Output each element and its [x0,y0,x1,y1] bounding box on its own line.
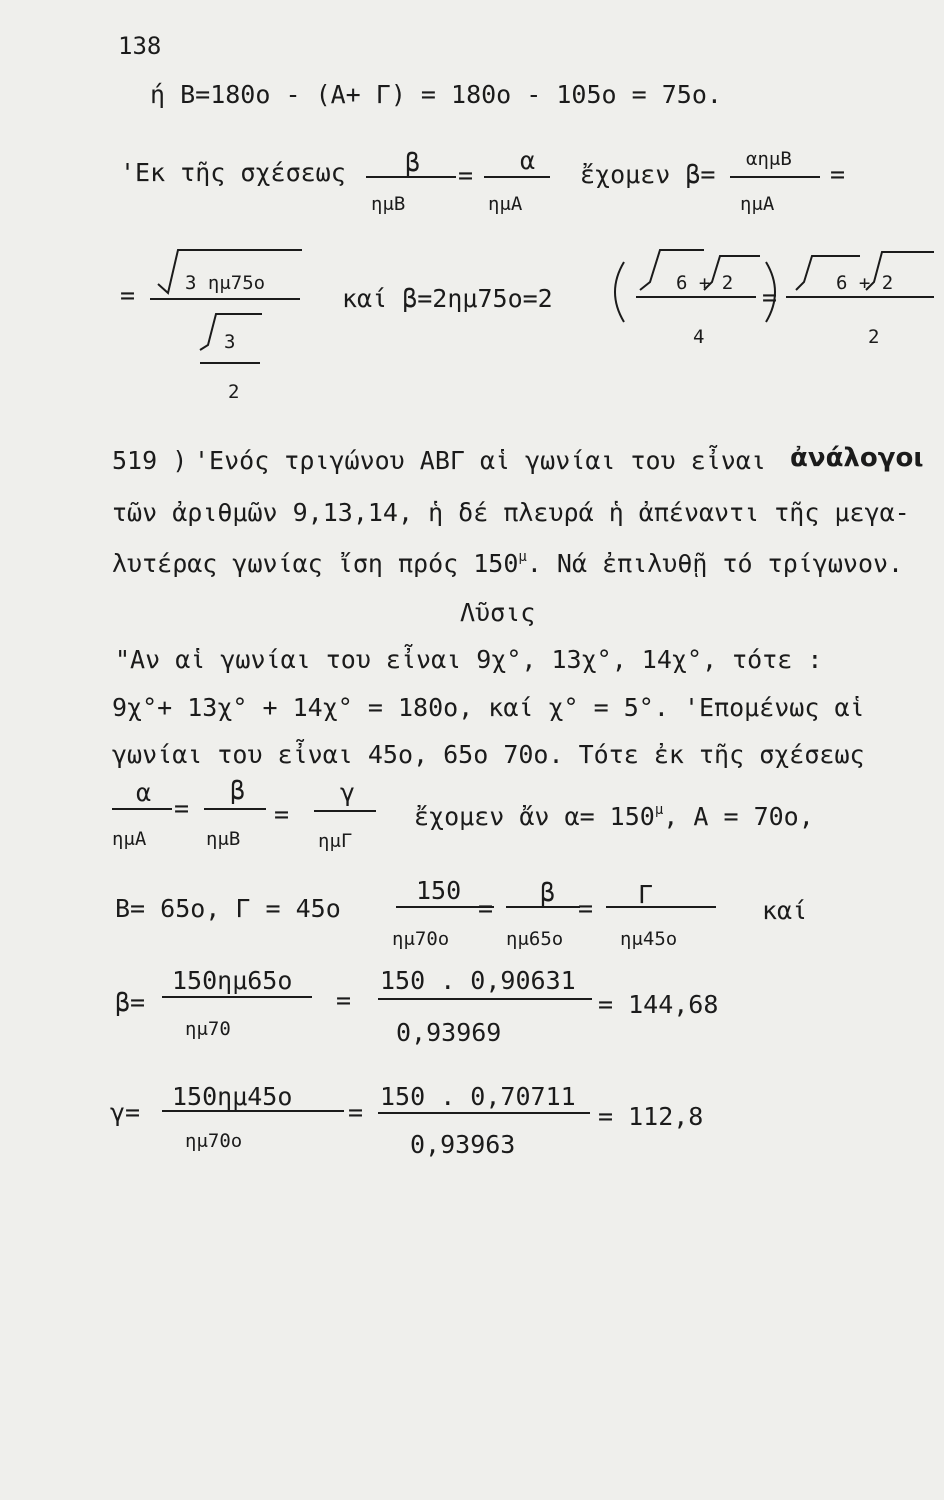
equals-sign: = [478,894,494,923]
fraction-numerator: 150 . 0,90631 [380,966,576,995]
problem-text-line: 'Ενός τριγώνου ΑΒΓ αἱ γωνίαι του εἶναι [194,446,766,475]
equation-trail-text: καί [762,896,808,925]
fraction-bar [162,996,312,998]
fraction-denominator: 2 [868,326,880,348]
fraction-denominator: ημΓ [318,830,353,852]
equation-result: = 144,68 [598,990,719,1019]
fraction-denominator: ημΒ [371,193,406,215]
fraction-bar [378,1112,590,1114]
equation-text-segment: , Α = 70ο, [663,802,814,831]
superscript-mu: μ [654,802,664,818]
equals-sign: = [174,794,190,823]
fraction-numerator: β [405,148,421,177]
fraction-denominator: ημ65ο [506,928,564,950]
equation-result: = 112,8 [598,1102,704,1131]
equals-sign: = [830,160,846,189]
solution-line: γωνίαι του εἶναι 45ο, 65ο 70ο. Τότε ἐκ τῆς σχέσεως [112,740,865,769]
fraction-denominator: ημΑ [112,828,147,850]
superscript-mu: μ [518,549,527,565]
fraction-numerator: 150 [416,876,462,905]
fraction-numerator: 150ημ45ο [172,1082,293,1111]
equation-line-angle-b: ή Β=180ο - (Α+ Γ) = 180ο - 105ο = 75ο. [150,80,722,109]
equals-sign: = [458,161,474,190]
fraction-numerator: 150ημ65ο [172,966,293,995]
equation-lead-text: Β= 65ο, Γ = 45ο [115,894,341,923]
problem-text-line: τῶν ἀριθμῶν 9,13,14, ἡ δέ πλευρά ἡ ἀπέναντι τῆς μεγα- [112,498,910,527]
equals-sign: = [336,986,352,1015]
fraction-denominator: 4 [693,326,705,348]
fraction-bar [204,808,266,810]
equation-text-segment: ἔχομεν ἄν α= 150 [414,802,655,831]
fraction-denominator: ημΑ [740,193,775,215]
equation-mid-text: ἔχομεν β= [580,160,716,189]
problem-text-segment: . Νά ἐπιλυθῇ τό τρίγωνον. [526,549,904,578]
fraction-numerator: 150 . 0,70711 [380,1082,576,1111]
handwritten-word: ἀνάλογοι [790,443,924,473]
fraction-denominator: ημ45ο [620,928,678,950]
solution-line: "Αν αἱ γωνίαι του εἶναι 9χ°, 13χ°, 14χ°, τότε : [115,645,823,674]
fraction-denominator: 3 [224,331,236,353]
fraction-numerator: β [230,776,246,805]
fraction-bar [162,1110,344,1112]
fraction-numerator: γ [340,778,356,807]
equals-sign: = [762,283,778,312]
fraction-numerator: 3 ημ75ο [185,272,266,294]
fraction-denominator: ημΑ [488,193,523,215]
fraction-numerator: 6 + 2 [676,272,734,294]
fraction-bar [378,998,592,1000]
fraction-denominator: ημ70ο [185,1130,243,1152]
fraction-denominator: 2 [228,381,240,403]
equation-lead-text: γ= [110,1098,141,1127]
equation-mid-text: καί β=2ημ75ο=2 [342,284,553,313]
equation-lead-text: 'Εκ τῆς σχέσεως [120,158,346,187]
fraction-bar [112,808,172,810]
fraction-numerator: 6 + 2 [836,272,894,294]
fraction-bar [506,906,580,908]
fraction-denominator: ημΒ [206,828,241,850]
fraction-numerator: α [136,778,152,807]
equals-sign: = [578,894,594,923]
equals-sign: = [274,800,290,829]
fraction-numerator: αημΒ [746,148,792,170]
fraction-numerator: Γ [638,880,654,909]
fraction-numerator: α [520,146,536,175]
fraction-denominator: 0,93963 [410,1130,516,1159]
fraction-denominator: 0,93969 [396,1018,502,1047]
page-number: 138 [118,32,162,60]
fraction-numerator: β [540,878,556,907]
equals-sign: = [120,281,136,310]
equation-rest-text [414,804,814,829]
problem-text-segment: λυτέρας γωνίας ἴση πρός 150 [112,549,519,578]
problem-number: 519 ) [112,446,188,475]
solution-title: Λῦσις [460,598,536,627]
equals-sign: = [348,1098,364,1127]
fraction-denominator: ημ70 [185,1018,231,1040]
fraction-denominator: ημ70ο [392,928,450,950]
fraction-bar [314,810,376,812]
problem-text-line [112,551,903,576]
equation-lead-text: β= [115,988,146,1017]
fraction-bar [606,906,716,908]
solution-line: 9χ°+ 13χ° + 14χ° = 180ο, καί χ° = 5°. 'Επομένως αἱ [112,693,865,722]
